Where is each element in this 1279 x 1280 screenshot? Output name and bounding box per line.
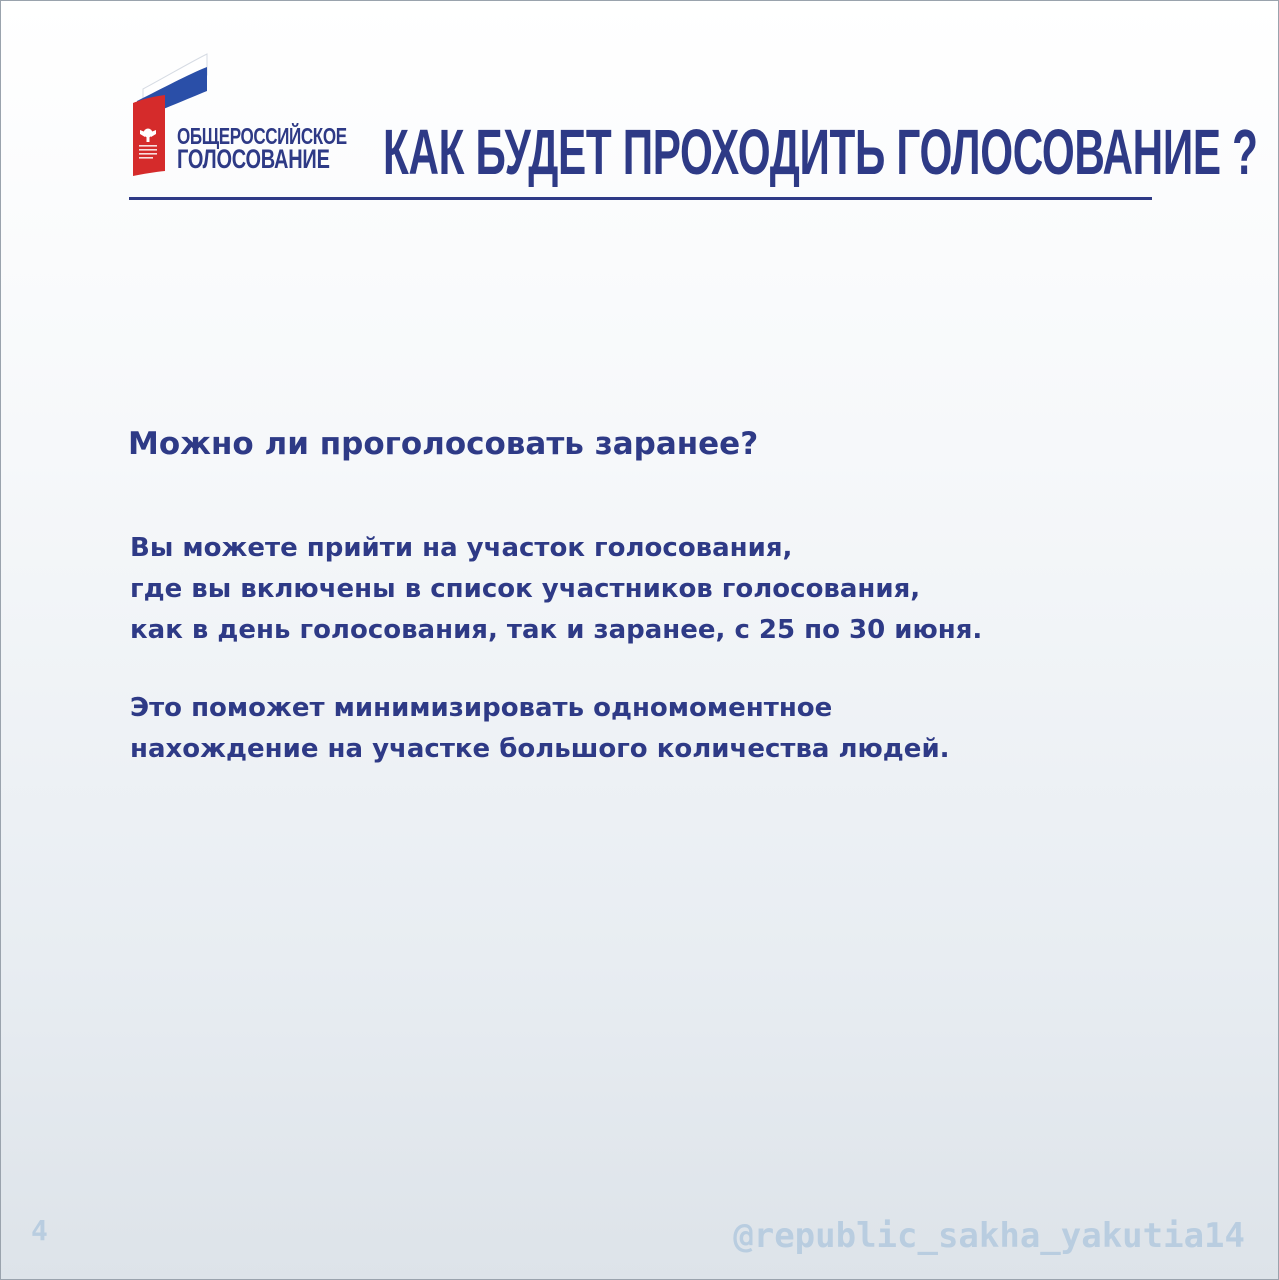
page-title: КАК БУДЕТ ПРОХОДИТЬ ГОЛОСОВАНИЕ ? xyxy=(383,116,1258,188)
logo-line-2: ГОЛОСОВАНИЕ xyxy=(177,144,330,174)
answer-line: как в день голосования, так и заранее, с 25 по 30 июня. xyxy=(130,615,983,645)
answer-paragraph-1 xyxy=(130,528,982,651)
answer-line: Это поможет минимизировать одномоментное xyxy=(130,693,833,723)
header-divider xyxy=(129,197,1152,200)
answer-line: где вы включены в список участников голосования, xyxy=(130,574,921,604)
answer-paragraph-2 xyxy=(130,688,950,770)
logo-wordmark xyxy=(177,123,347,174)
answer-line: Вы можете прийти на участок голосования, xyxy=(130,533,793,563)
question-heading: Можно ли проголосовать заранее? xyxy=(128,426,759,462)
answer-line: нахождение на участке большого количества людей. xyxy=(130,734,950,764)
page-number: 4 xyxy=(31,1214,48,1247)
logo-line-1: ОБЩЕРОССИЙСКОЕ xyxy=(177,123,347,149)
vote-logo xyxy=(129,53,347,178)
social-handle: @republic_sakha_yakutia14 xyxy=(733,1216,1245,1256)
